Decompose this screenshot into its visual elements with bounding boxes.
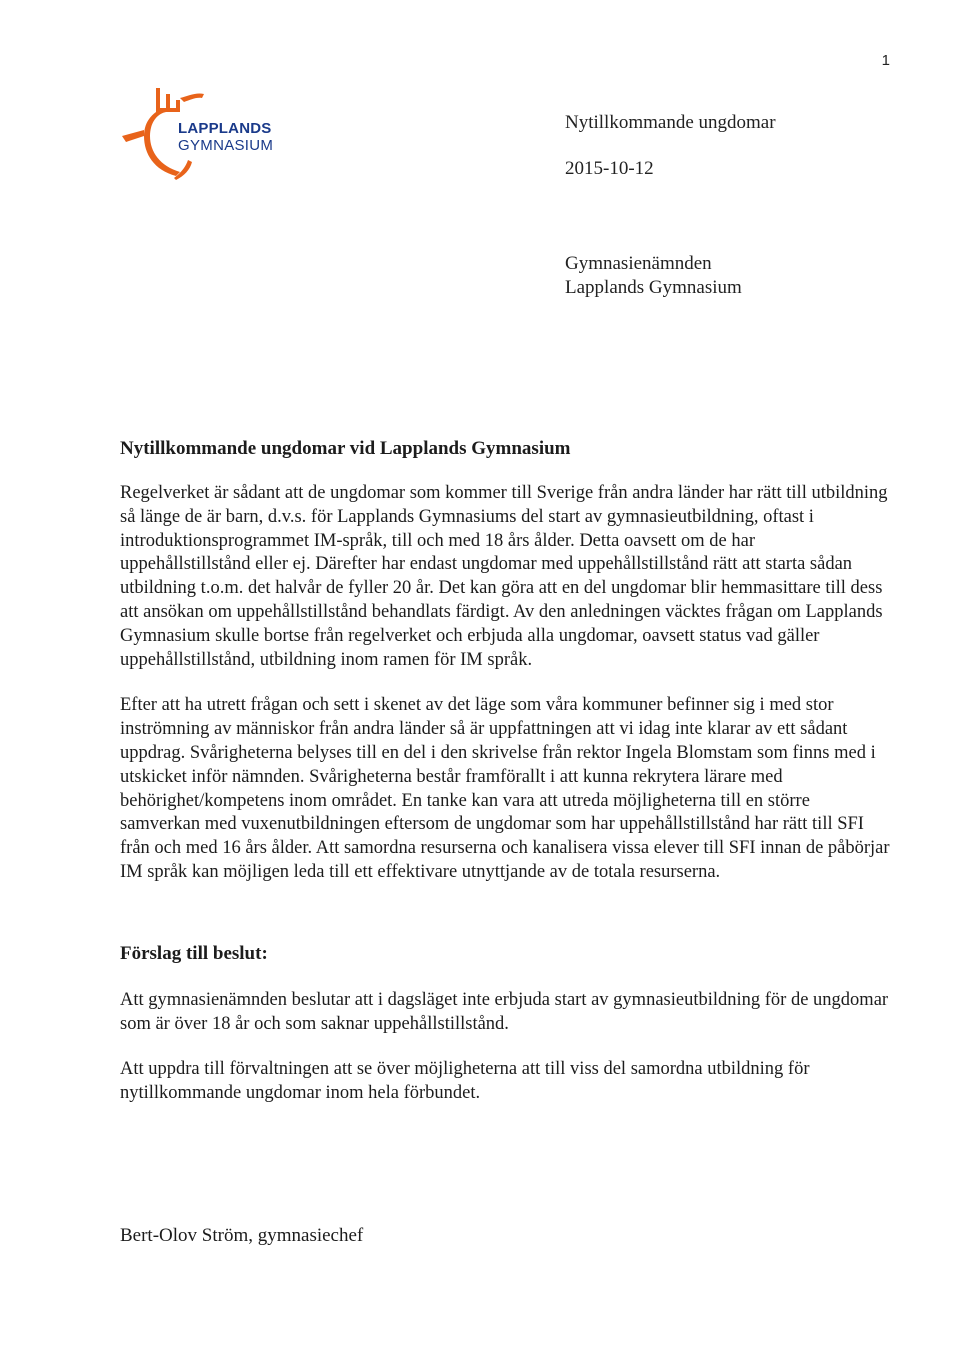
logo-line1: LAPPLANDS bbox=[178, 120, 272, 137]
logo-line2: GYMNASIUM bbox=[178, 137, 274, 154]
signature: Bert-Olov Ström, gymnasiechef bbox=[120, 1225, 364, 1246]
page-number: 1 bbox=[881, 52, 890, 69]
recipient-line2: Lapplands Gymnasium bbox=[565, 277, 742, 298]
document-body bbox=[120, 438, 890, 1106]
lapplands-gymnasium-logo bbox=[118, 80, 298, 180]
document-date: 2015-10-12 bbox=[565, 158, 654, 179]
document-title: Nytillkommande ungdomar bbox=[565, 112, 776, 133]
proposal-heading: Förslag till beslut: bbox=[120, 942, 268, 964]
main-heading: Nytillkommande ungdomar vid Lapplands Gymnasium bbox=[120, 438, 571, 459]
recipient-block bbox=[565, 252, 742, 300]
recipient-line1: Gymnasienämnden bbox=[565, 253, 712, 274]
body-paragraph: Efter att ha utrett frågan och sett i skenet av det läge som våra kommuner befinner sig i med stor inströmning av människor från andra länder så är uppfattningen att vi idag inte klarar av ett sådant uppdrag. Svårigheterna belyses till en del i den skrivelse från rektor Ingela Blomstam som finns med i utskicket inför nämnden. Svårigheterna består framförallt i att kunna rekrytera lärare med behörighet/kompetens inom området. En tanke kan vara att utreda möjligheterna till en större samverkan med vuxenutbildningen eftersom de ungdomar som har uppehållstillstånd har rätt till SFI från och med 16 års ålder. Att samordna resurserna och kanalisera vissa elever till SFI innan de påbörjar IM språk kan möjligen leda till ett effektivare utnyttjande av de totala resurserna. bbox=[120, 695, 890, 882]
proposal-item: Att gymnasienämnden beslutar att i dagsläget inte erbjuda start av gymnasieutbildning för de ungdomar som är över 18 år och som saknar uppehållstillstånd. bbox=[120, 989, 889, 1034]
proposal-item: Att uppdra till förvaltningen att se över möjligheterna att till viss del samordna utbildning för nytillkommande ungdomar inom hela förbundet. bbox=[120, 1059, 810, 1104]
body-paragraph: Regelverket är sådant att de ungdomar som kommer till Sverige från andra länder har rätt till utbildning så länge de är barn, d.v.s. för Lapplands Gymnasiums del start av gymnasieutbildning, oftast i introduktionsprogrammet IM-språk, till och med 18 års ålder. Detta oavsett om de har uppehållstillstånd eller ej. Därefter har endast ungdomar med uppehållstillstånd rätt att starta sådan utbildning t.o.m. det halvår de fyller 20 år. Det kan göra att en del ungdomar blir hemmasittare till dess att ansökan om uppehållstillstånd behandlats färdigt. Av den anledningen väcktes frågan om Lapplands Gymnasium skulle bortse från regelverket och erbjuda alla ungdomar, oavsett status vad gäller uppehållstillstånd, utbildning inom ramen för IM språk. bbox=[120, 483, 888, 670]
